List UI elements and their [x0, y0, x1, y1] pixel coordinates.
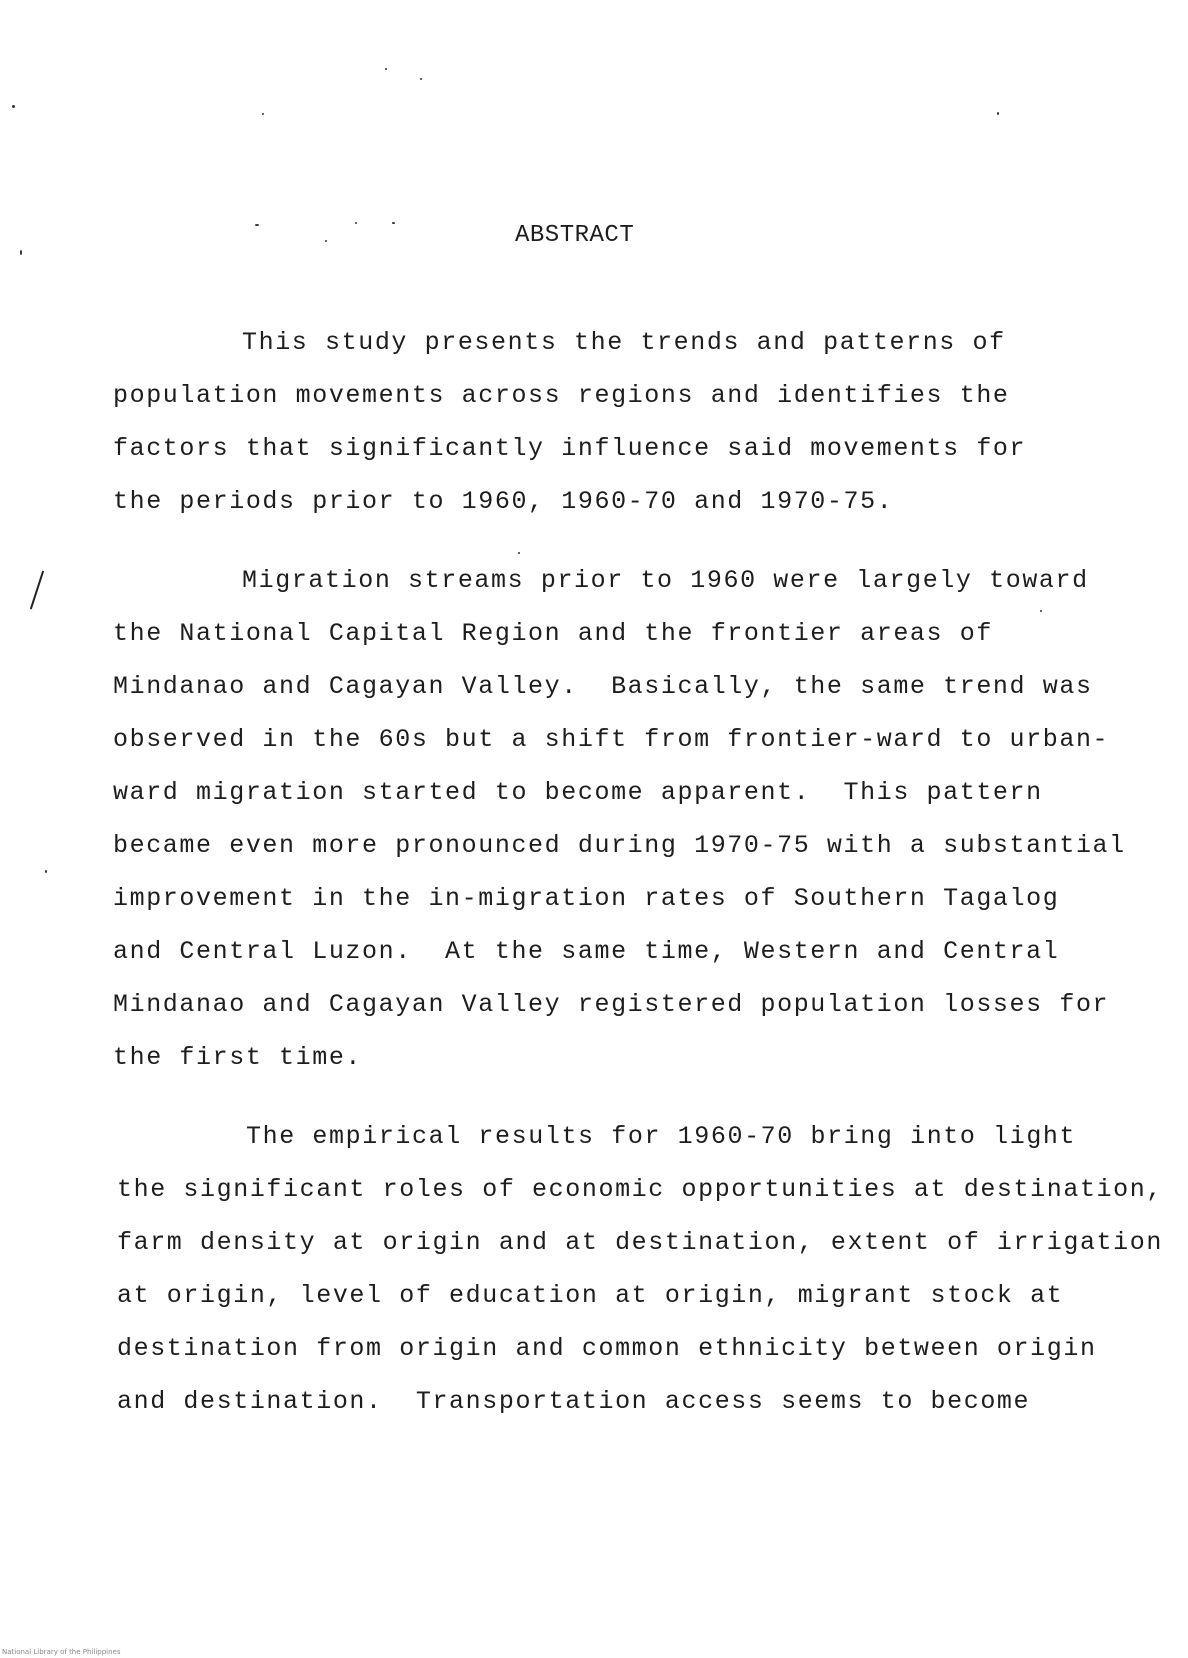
paragraph-2-line-2: the National Capital Region and the frontier areas of — [113, 619, 993, 648]
paragraph-2-line-9: Mindanao and Cagayan Valley registered population losses for — [113, 990, 1110, 1019]
paragraph-2-line-8: and Central Luzon. At the same time, Western and Central — [113, 937, 1060, 966]
scan-speck — [1040, 610, 1042, 612]
paragraph-1-line-1: This study presents the trends and patterns of — [242, 328, 1006, 357]
paragraph-2-line-10: the first time. — [113, 1043, 363, 1072]
paragraph-2-line-6: became even more pronounced during 1970-75 with a substantial — [113, 831, 1126, 860]
paragraph-1-line-3: factors that significantly influence said movements for — [113, 434, 1027, 463]
paragraph-1-line-2: population movements across regions and identifies the — [113, 381, 1010, 410]
paragraph-3-line-1: The empirical results for 1960-70 bring into light — [246, 1122, 1077, 1151]
paragraph-1-line-4: the periods prior to 1960, 1960-70 and 1970-75. — [113, 487, 894, 516]
scan-speck — [420, 78, 422, 80]
paragraph-3-line-5: destination from origin and common ethnicity between origin — [117, 1334, 1097, 1363]
paragraph-3-line-6: and destination. Transportation access seems to become — [117, 1387, 1031, 1416]
scan-speck — [20, 250, 22, 255]
paragraph-3-line-2: the significant roles of economic opportunities at destination, — [117, 1175, 1163, 1204]
scan-speck — [12, 105, 15, 108]
paragraph-2-line-7: improvement in the in-migration rates of Southern Tagalog — [113, 884, 1060, 913]
abstract-title: ABSTRACT — [515, 222, 635, 249]
paragraph-2-line-5: ward migration started to become apparent. This pattern — [113, 778, 1043, 807]
scan-speck — [518, 552, 520, 554]
paragraph-2-line-3: Mindanao and Cagayan Valley. Basically, the same trend was — [113, 672, 1093, 701]
scan-speck — [45, 870, 47, 873]
scan-speck — [385, 68, 387, 70]
scan-speck — [355, 222, 357, 224]
scan-footer-text: National Library of the Philippines — [2, 1648, 121, 1656]
paragraph-3-line-3: farm density at origin and at destination, extent of irrigation — [117, 1228, 1163, 1257]
scan-speck — [392, 222, 395, 224]
scan-speck — [997, 112, 999, 115]
margin-slash-mark — [30, 571, 44, 610]
scan-speck — [255, 224, 259, 226]
scan-speck — [325, 240, 327, 242]
paragraph-2-line-1: Migration streams prior to 1960 were largely toward — [242, 566, 1089, 595]
paragraph-2-line-4: observed in the 60s but a shift from frontier-ward to urban- — [113, 725, 1110, 754]
scan-speck — [262, 113, 264, 115]
paragraph-3-line-4: at origin, level of education at origin, migrant stock at — [117, 1281, 1064, 1310]
